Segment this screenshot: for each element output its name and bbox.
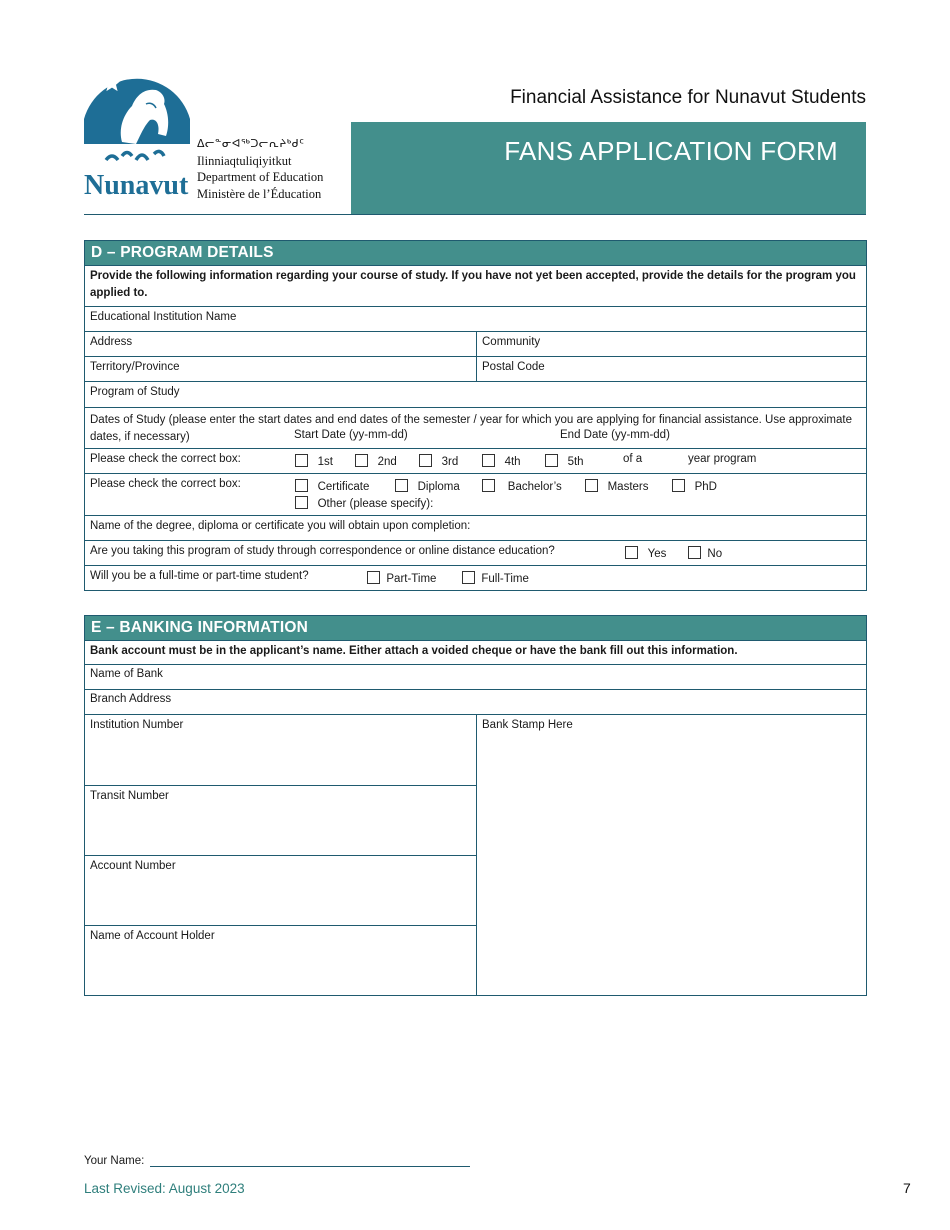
address-field[interactable] [85,332,476,356]
institution-label: Educational Institution Name [90,311,237,323]
distance-yes-label: Yes [647,548,667,560]
section-e-instructions-row [85,640,866,664]
status-question: Will you be a full-time or part-time student? [90,570,309,582]
year-4th-label: 4th [504,456,521,468]
checkbox[interactable] [585,479,598,492]
certificate-option[interactable] [295,479,369,493]
section-d-instructions: Provide the following information regarding your course of study. If you have not yet been accepted, provide the details for the program you applied to. [90,270,856,299]
account-number-field[interactable] [85,855,476,925]
checkbox[interactable] [545,454,558,467]
bank-stamp-area[interactable] [476,715,866,995]
diploma-option[interactable] [395,479,460,493]
page-number: 7 [903,1180,911,1196]
checkbox[interactable] [395,479,408,492]
postal-code-field[interactable] [476,357,866,381]
part-time-label: Part-Time [386,573,437,585]
section-e-instructions: Bank account must be in the applicant’s name. Either attach a voided cheque or have the bank fill out this information. [90,645,738,657]
account-holder-label: Name of Account Holder [90,930,215,942]
account-number-label: Account Number [90,860,176,872]
postal-code-label: Postal Code [482,361,545,373]
of-a-text: of a [623,453,643,465]
checkbox[interactable] [367,571,380,584]
year-of-study-row [85,448,866,473]
full-time-option[interactable] [462,571,529,585]
account-holder-field[interactable] [85,925,476,995]
bank-stamp-label: Bank Stamp Here [482,719,573,731]
phd-label: PhD [694,481,717,493]
dates-of-study-field[interactable] [85,407,866,448]
bachelors-option[interactable] [482,479,562,493]
year-3rd-option[interactable] [419,454,458,468]
dept-english: Department of Education [197,170,324,184]
institution-number-field[interactable] [85,715,476,785]
start-date-label: Start Date (yy-mm-dd) [294,429,408,441]
community-label: Community [482,336,541,348]
section-banking-information [84,615,867,996]
checkbox[interactable] [482,479,495,492]
checkbox[interactable] [672,479,685,492]
address-row [85,331,866,356]
phd-option[interactable] [672,479,717,493]
document-subtitle: Financial Assistance for Nunavut Students [510,87,866,108]
distance-education-row [85,540,866,565]
diploma-label: Diploma [417,481,460,493]
institution-number-label: Institution Number [90,719,184,731]
header-divider [84,214,866,215]
institution-field[interactable] [85,306,866,331]
checkbox[interactable] [295,454,308,467]
title-banner [351,122,866,214]
bank-name-field[interactable] [85,664,866,689]
section-d-instructions-row [85,265,866,306]
year-5th-label: 5th [567,456,584,468]
dept-syllabics: ᐃᓕᓐᓂᐊᖅᑐᓕᕆᔨᒃᑯᑦ [197,137,305,150]
checkbox[interactable] [625,546,638,559]
dept-french: Ministère de l’Éducation [197,186,322,201]
transit-number-label: Transit Number [90,790,169,802]
masters-option[interactable] [585,479,649,493]
credential-label: Name of the degree, diploma or certificate you will obtain upon completion: [90,520,471,532]
distance-question: Are you taking this program of study through correspondence or online distance education? [90,545,555,557]
program-label: Program of Study [90,386,180,398]
bank-name-label: Name of Bank [90,668,163,680]
bachelors-label: Bachelor’s [507,481,562,493]
community-field[interactable] [476,332,866,356]
year-2nd-label: 2nd [377,456,397,468]
year-program-text: year program [688,453,757,465]
your-name-field[interactable] [150,1166,470,1167]
nunavut-logo [84,64,194,196]
enrolment-status-row [85,565,866,590]
branch-address-label: Branch Address [90,693,172,705]
year-3rd-label: 3rd [441,456,459,468]
year-1st-label: 1st [317,456,333,468]
transit-number-field[interactable] [85,785,476,855]
department-name [197,136,323,202]
territory-field[interactable] [85,357,476,381]
dept-inuinnaqtun: Ilinniaqtuliqiyitkut [197,153,292,168]
program-field[interactable] [85,381,866,407]
year-2nd-option[interactable] [355,454,397,468]
checkbox[interactable] [462,571,475,584]
checkbox[interactable] [688,546,701,559]
branch-address-field[interactable] [85,689,866,714]
checkbox[interactable] [295,479,308,492]
territory-label: Territory/Province [90,361,180,373]
checkbox[interactable] [419,454,432,467]
part-time-option[interactable] [367,571,436,585]
other-label: Other (please specify): [317,498,434,510]
form-title: FANS APPLICATION FORM [504,136,838,166]
section-e-heading: E – BANKING INFORMATION [85,615,866,640]
credential-name-field[interactable] [85,515,866,540]
checkbox[interactable] [482,454,495,467]
distance-no-option[interactable] [688,546,722,560]
degree-check-label: Please check the correct box: [90,478,241,490]
checkbox[interactable] [295,496,308,509]
year-4th-option[interactable] [482,454,521,468]
year-1st-option[interactable] [295,454,333,468]
checkbox[interactable] [355,454,368,467]
distance-yes-option[interactable] [625,546,666,560]
last-revised: Last Revised: August 2023 [84,1181,245,1196]
dates-label: Dates of Study (please enter the start dates and end dates of the semester / year for which you are applying for financial assistance. Use approximate dates, if necessary) [90,414,852,443]
masters-label: Masters [607,481,649,493]
other-option[interactable] [295,496,433,510]
full-time-label: Full-Time [481,573,529,585]
credential-type-row [85,473,866,515]
territory-row [85,356,866,381]
your-name-label: Your Name: [84,1155,145,1167]
section-program-details [84,240,867,591]
bank-details-grid [85,714,866,995]
address-label: Address [90,336,133,348]
year-check-label: Please check the correct box: [90,453,241,465]
year-5th-option[interactable] [545,454,584,468]
logo-wordmark: Nunavut [84,170,189,196]
distance-no-label: No [707,548,723,560]
certificate-label: Certificate [317,481,370,493]
end-date-label: End Date (yy-mm-dd) [560,429,670,441]
section-d-heading: D – PROGRAM DETAILS [85,240,866,265]
